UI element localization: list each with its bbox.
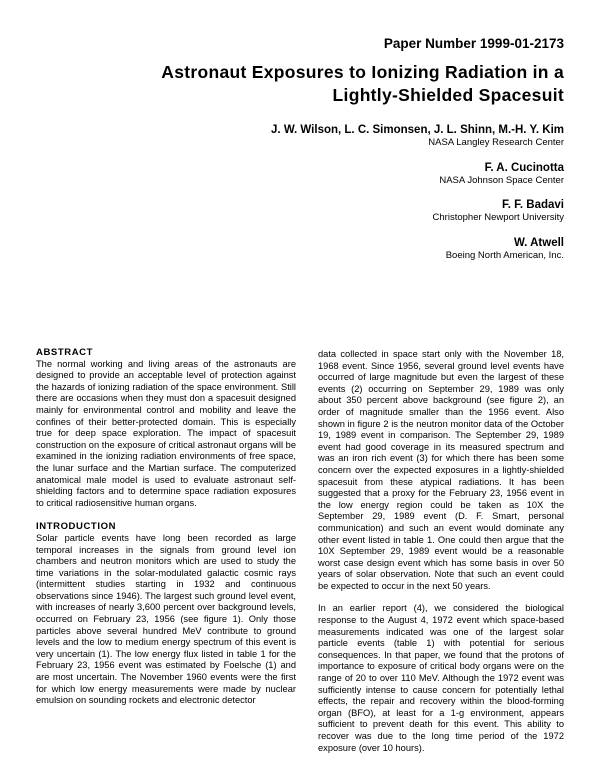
author-block-langley (271, 123, 564, 149)
paper-title (44, 61, 564, 107)
author-affiliation: NASA Langley Research Center (428, 137, 564, 148)
paper-number: Paper Number 1999-01-2173 (383, 36, 564, 51)
author-names: F. F. Badavi (502, 199, 564, 211)
introduction-heading: INTRODUCTION (36, 521, 117, 533)
author-names: J. W. Wilson, L. C. Simonsen, J. L. Shinn, M.-H. Y. Kim (271, 124, 564, 136)
author-block-boeing (446, 236, 564, 262)
author-affiliation: Christopher Newport University (432, 212, 564, 223)
author-names: W. Atwell (513, 237, 564, 249)
author-affiliation: Boeing North American, Inc. (445, 250, 564, 261)
author-names: F. A. Cucinotta (484, 162, 564, 174)
abstract-text: The normal working and living areas of the astronauts are designed to provide an acceptable level of protection against the hazards of ionizing radiation of the space environment. Still there are occasions when they must don a spacesuit designed mainly for environmental control and mobility and leave the confines of their better-protected domain. This is especially true for deep space exploration. The impact of spacesuit construction on the exposure of critical astronaut organs will be examined in the ionizing radiation environments of free space, the lunar surface and the Martian surface. The computerized anatomical male model is used to evaluate astronaut self-shielding factors and to determine space radiation exposures to critical radiosensitive human organs. (36, 358, 296, 508)
title-line-1: Astronaut Exposures to Ionizing Radiation in a (161, 62, 564, 82)
author-block-johnson (439, 161, 564, 187)
right-column (318, 349, 564, 754)
author-affiliation: NASA Johnson Space Center (439, 175, 564, 186)
intro-paragraph-1: Solar particle events have long been recorded as large temporal increases in the signals from ground level ion chambers and neutron monitors which are used to study the time variations in the solar-modulated galactic cosmic rays (intermittent studies starting in 1932 and continuous observations since 1946). The largest such ground level event, with increases of nearly 3,600 percent over background levels, occurred on February 23, 1956 (see figure 1). Only those particles above several hundred MeV contribute to ground levels and the low to medium energy spectrum of this event is very uncertain (1). The low energy flux listed in table 1 for the February 23, 1956 event was estimated by Foelsche (1) and are most uncertain. The November 1960 events were the first for which low energy measurements were made by nuclear emulsion on sounding rockets and electronic detector (36, 532, 296, 706)
intro-paragraph-2: In an earlier report (4), we considered the biological response to the August 4, 1972 event which space-based measurements indicated was one of the largest solar particle events (table 1) with potential for serious consequences. In that paper, we found that the protons of importance to exposure of critical body organs were on the range of 20 to over 110 MeV. Although the 1972 event was sufficiently intense to cause concern for potentially lethal effects, the repair and recovery within the blood-forming organ (BFO), at least for a 1-g environment, appears sufficient to prevent death for this event. This ability to recover was due to the long time period of the 1972 exposure (over 10 hours). (318, 603, 564, 753)
author-block-cnu (433, 198, 564, 224)
title-line-2: Lightly-Shielded Spacesuit (332, 85, 564, 105)
intro-paragraph-1-cont: data collected in space start only with the November 18, 1968 event. Since 1956, several ground level events have occurred of large magnitude but even the largest of these events (2) occurring on September 29, 1989 was only about 350 percent above background (see figure 2), an order of magnitude smaller than the 1956 event. Also shown in figure 2 is the neutron monitor data of the October 19, 1989 event in comparison. The September 29, 1989 event had good coverage in its measured spectrum and was an iron rich event (3) for which there has been some concern over the expected exposures in a lightly-shielded spacesuit from these atypical radiations. It has been suggested that a proxy for the February 23, 1956 event in the low energy region could be taken as 10X the September 29, 1989 event (D. F. Smart, personal communication) and such an event would dominate any other event listed in table 1. One could then argue that the 10X September 29, 1989 event would be a reasonable worst case design event which has some basis in over 50 years of solar observation. Note that such an event could be expected to occur in the next 50 years. (318, 349, 564, 591)
left-column (36, 347, 296, 707)
abstract-heading: ABSTRACT (36, 347, 94, 358)
